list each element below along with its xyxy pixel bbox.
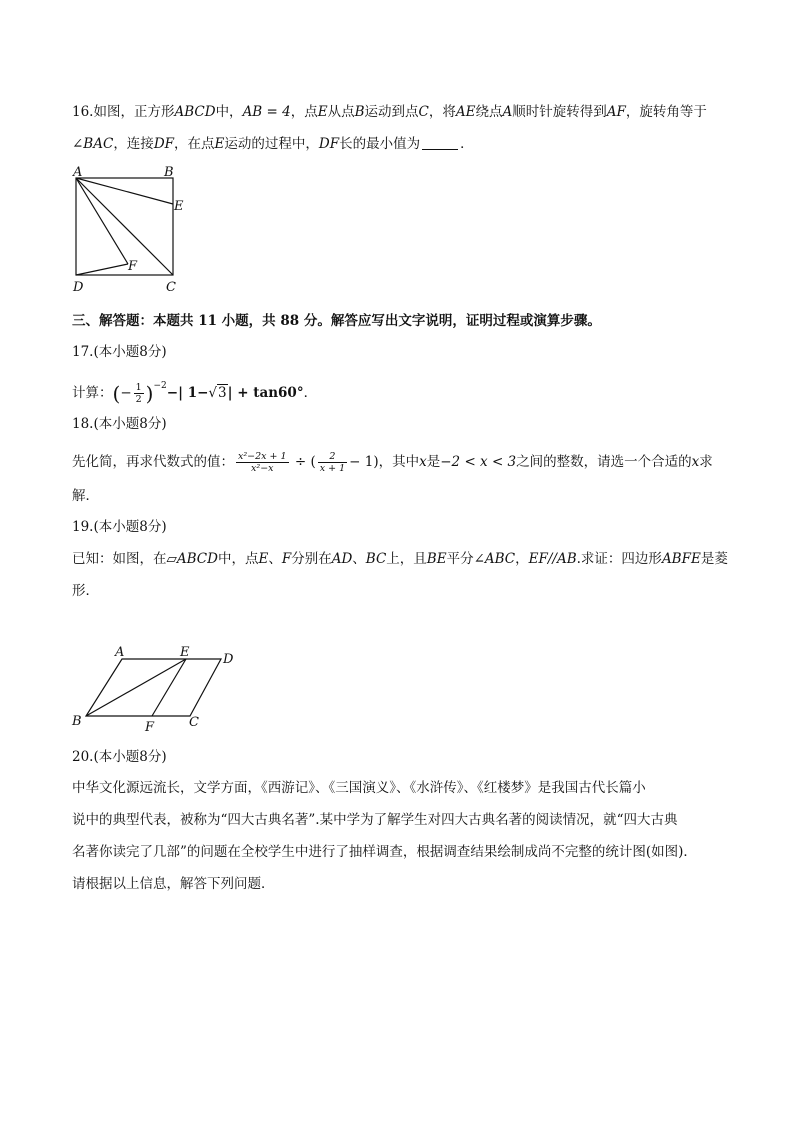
q16-text: 从点	[327, 104, 355, 120]
q18-head: 18.(本小题8分)	[72, 416, 167, 432]
q16-text: 顺时针旋转得到	[512, 104, 607, 120]
q16-text: 中，	[215, 104, 243, 120]
frac-den: x + 1	[319, 463, 346, 474]
math-range: −2 < x < 3	[440, 454, 517, 470]
q19-text: 、	[352, 551, 366, 567]
q16-text: ，点	[290, 104, 318, 120]
q16-text: ，旋转角等于	[625, 104, 707, 120]
label-f: F	[145, 720, 155, 734]
q16-line1	[72, 102, 707, 122]
math-be: BE	[426, 551, 447, 567]
label-f: F	[128, 259, 138, 274]
q16-figure	[66, 164, 196, 294]
frac-num: 2	[318, 451, 347, 463]
math-e: E	[317, 104, 328, 120]
math-af: AF	[606, 104, 626, 120]
segment-be	[86, 659, 186, 716]
q17-text: 计算：	[72, 385, 113, 401]
math-x: x	[691, 454, 700, 470]
q19-figure	[66, 642, 246, 734]
math-ad: AD	[331, 551, 353, 567]
math-sq: ABCD	[174, 104, 216, 120]
q19-head: 19.(本小题8分)	[72, 519, 167, 535]
paren-open: (	[112, 381, 121, 406]
paren-close: )	[145, 381, 154, 406]
q20-head: 20.(本小题8分)	[72, 749, 167, 765]
math-a: A	[502, 104, 513, 120]
q19-text: 上，且	[386, 551, 427, 567]
math-bc: BC	[365, 551, 387, 567]
q18-text: ，其中	[378, 454, 420, 470]
math-angle-bac: ∠BAC	[72, 136, 114, 152]
segment-ac	[76, 178, 173, 275]
segment-ef	[152, 659, 186, 716]
q16-text: ，在点	[174, 136, 215, 152]
q18-text: 之间的整数，请选一个合适的	[516, 454, 692, 470]
label-d: D	[223, 652, 234, 667]
q18-minus: − 1)	[349, 454, 379, 470]
q19-text: 中，点	[217, 551, 259, 567]
frac-num: x²−2x + 1	[238, 451, 287, 462]
math-abfe: ABFE	[661, 551, 701, 567]
q19-text: .求证：四边形	[576, 551, 662, 567]
label-d: D	[73, 280, 84, 294]
frac-den: 2	[135, 394, 142, 405]
q17-neg: −	[120, 385, 132, 401]
math-c: C	[418, 104, 429, 120]
label-c: C	[189, 715, 199, 730]
q20-line4: 请根据以上信息，解答下列问题．	[72, 876, 275, 892]
q18-fraction-1	[236, 451, 289, 474]
q18-div: ÷ (	[290, 454, 316, 470]
math-b: B	[354, 104, 365, 120]
q16-line2	[72, 134, 474, 154]
q17-abs: −| 1−	[166, 385, 209, 401]
q16-text: ，将	[428, 104, 456, 120]
q19-text: 是菱	[700, 551, 728, 567]
q17-exponent: −2	[153, 381, 167, 391]
q17-head: 17.(本小题8分)	[72, 344, 167, 360]
label-a: A	[115, 645, 125, 660]
label-a: A	[73, 165, 83, 180]
math-df: DF	[318, 136, 340, 152]
frac-num: 1	[135, 382, 142, 393]
q16-text: 运动到点	[364, 104, 419, 120]
frac-den: x²−x	[251, 463, 274, 474]
math-df: DF	[153, 136, 175, 152]
math-e: E	[258, 551, 269, 567]
q19-text: 分别在	[291, 551, 332, 567]
q18-text: 是	[426, 454, 441, 470]
sqrt-sign: √	[208, 385, 218, 401]
q16-text: 运动的过程中，	[224, 136, 319, 152]
q19-text: 平分	[446, 551, 474, 567]
math-abcd: ABCD	[176, 551, 218, 567]
q17-expression	[72, 376, 317, 405]
q20-line1: 中华文化源远流长，文学方面，《西游记》、《三国演义》、《水浒传》、《红楼梦》是我国古代长篇小	[72, 780, 646, 796]
q20-line3: 名著你读完了几部”的问题在全校学生中进行了抽样调查，根据调查结果绘制成尚不完整的统计图(如图)．	[72, 844, 697, 860]
q17-text: ．	[303, 385, 318, 401]
q16-text: 16.如图，正方形	[72, 104, 175, 120]
segment-ae	[76, 178, 173, 204]
label-c: C	[166, 280, 176, 294]
q18-text: 求	[699, 454, 713, 470]
segment-af	[76, 178, 128, 264]
segment-df	[76, 264, 128, 275]
q16-text: ，连接	[113, 136, 154, 152]
q18-line2: 解．	[72, 488, 99, 504]
answer-blank[interactable]	[422, 135, 458, 150]
q18-expression	[72, 451, 713, 474]
q16-text: ．	[460, 136, 474, 152]
q16-text: 长的最小值为	[339, 136, 421, 152]
math-x: x	[419, 454, 427, 470]
q17-fraction	[134, 382, 144, 405]
label-e: E	[174, 199, 184, 214]
q19-line2: 形．	[72, 583, 99, 599]
sqrt-value: 3	[218, 385, 227, 401]
q19-line1	[72, 549, 728, 569]
q19-text: 、	[268, 551, 282, 567]
label-b: B	[72, 714, 82, 729]
label-e: E	[180, 645, 190, 660]
parallelogram-abcd	[86, 659, 221, 716]
section-3-heading: 三、解答题：本题共 11 小题，共 88 分。解答应写出文字说明，证明过程或演算步骤。	[72, 313, 601, 329]
math-ef-parallel-ab: EF//AB	[528, 551, 577, 567]
math-f: F	[281, 551, 292, 567]
q19-text: ，	[515, 551, 529, 567]
q20-line2: 说中的典型代表，被称为“四大古典名著”.某中学为了解学生对四大古典名著的阅读情况，就“四大古典	[72, 812, 678, 828]
math-ab-eq: AB = 4	[242, 104, 291, 120]
math-ae: AE	[455, 104, 476, 120]
q17-tan: | + tan60°	[227, 385, 304, 401]
q19-text: 已知：如图，在▱	[72, 551, 177, 567]
math-e: E	[214, 136, 225, 152]
q18-text: 先化简，再求代数式的值：	[72, 454, 234, 470]
q16-text: 绕点	[475, 104, 503, 120]
math-angle-abc: ∠ABC	[473, 551, 516, 567]
q18-fraction-2	[318, 451, 347, 474]
label-b: B	[164, 165, 174, 180]
